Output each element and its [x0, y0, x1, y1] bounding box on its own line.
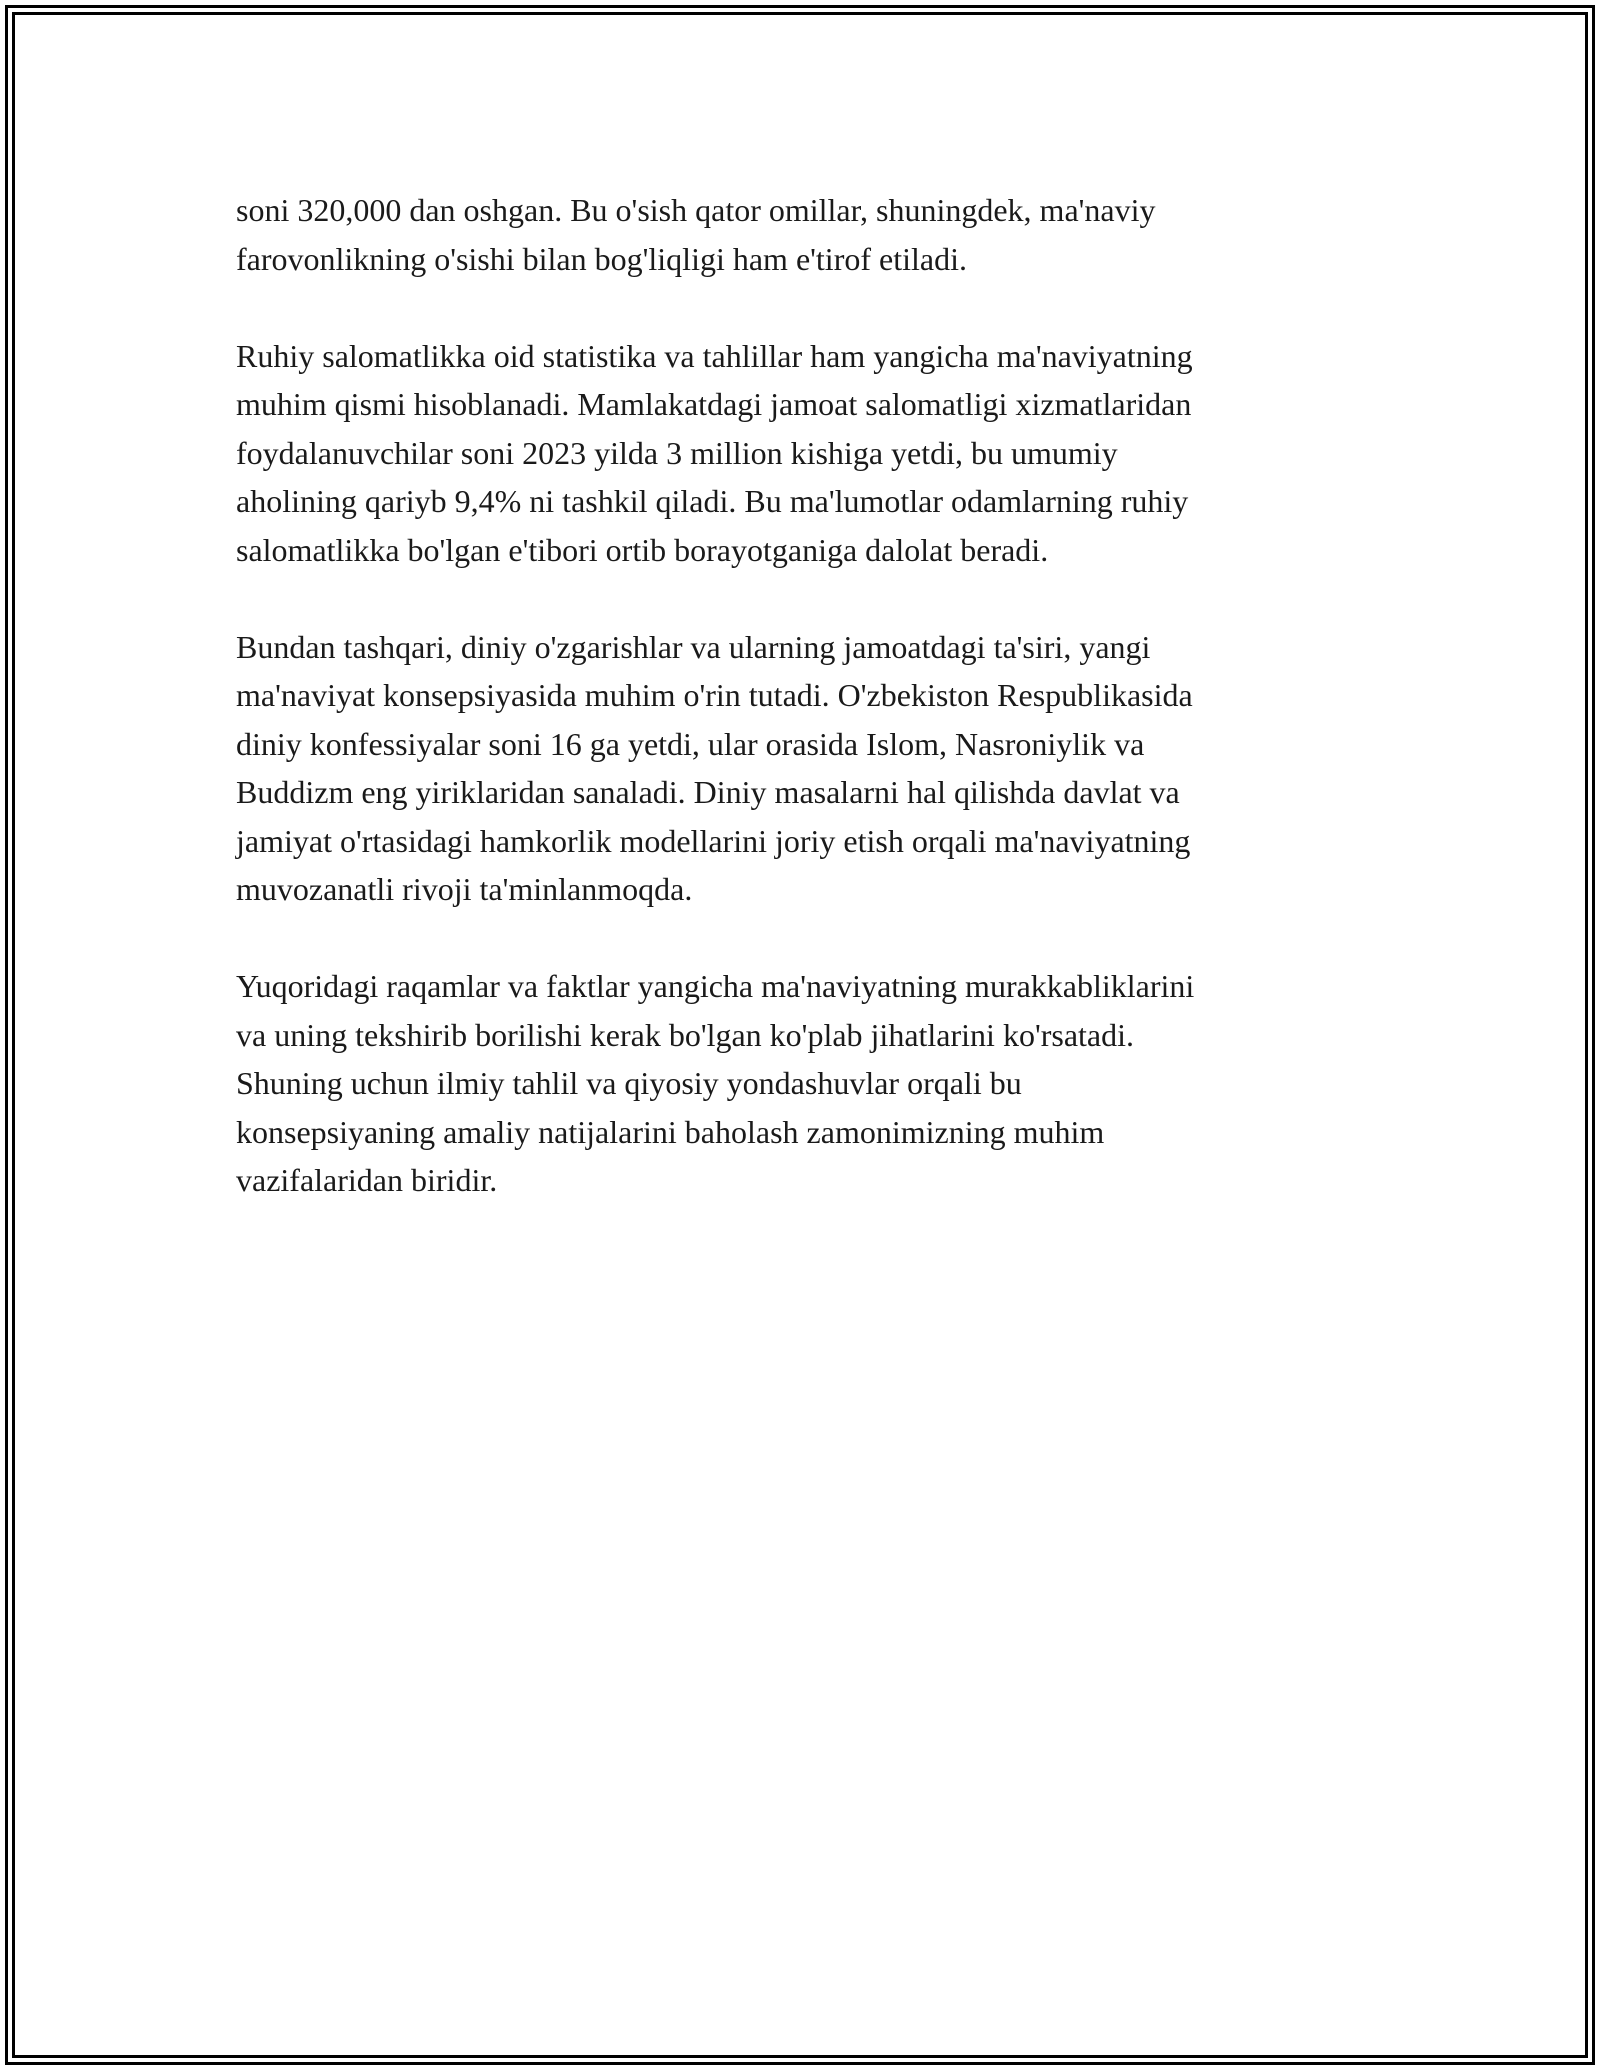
text-line: foydalanuvchilar soni 2023 yilda 3 million kishiga yetdi, bu umumiy — [236, 434, 1118, 471]
document-body — [236, 186, 1366, 1253]
text-line: konsepsiyaning amaliy natijalarini baholash zamonimizning muhim — [236, 1113, 1105, 1150]
text-line: muhim qismi hisoblanadi. Mamlakatdagi jamoat salomatligi xizmatlaridan — [236, 386, 1192, 422]
text-line: vazifalaridan biridir. — [236, 1162, 498, 1198]
paragraph-1 — [236, 186, 1366, 283]
text-line: Bundan tashqari, diniy o'zgarishlar va ularning jamoatdagi ta'siri, yangi — [236, 628, 1151, 665]
text-line: va uning tekshirib borilishi kerak bo'lgan ko'plab jihatlarini ko'rsatadi. — [236, 1016, 1134, 1053]
text-line: Ruhiy salomatlikka oid statistika va tahlillar ham yangicha ma'naviyatning — [236, 337, 1193, 374]
text-line: ma'naviyat konsepsiyasida muhim o'rin tutadi. O'zbekiston Respublikasida — [236, 677, 1193, 713]
text-line: salomatlikka bo'lgan e'tibori ortib borayotganiga dalolat beradi. — [236, 531, 1049, 568]
paragraph-2 — [236, 332, 1366, 575]
text-line: farovonlikning o'sishi bilan bog'liqligi ham e'tirof etiladi. — [236, 240, 967, 277]
text-line: muvozanatli rivoji ta'minlanmoqda. — [236, 871, 693, 907]
paragraph-3 — [236, 623, 1366, 914]
text-line: Shuning uchun ilmiy tahlil va qiyosiy yondashuvlar orqali bu — [236, 1065, 1022, 1101]
text-line: aholining qariyb 9,4% ni tashkil qiladi. Bu ma'lumotlar odamlarning ruhiy — [236, 483, 1189, 519]
text-line: soni 320,000 dan oshgan. Bu o'sish qator omillar, shuningdek, ma'naviy — [236, 192, 1156, 228]
text-line: Yuqoridagi raqamlar va faktlar yangicha ma'naviyatning murakkabliklarini — [236, 968, 1195, 1004]
text-line: jamiyat o'rtasidagi hamkorlik modellarini joriy etish orqali ma'naviyatning — [236, 822, 1191, 859]
text-line: diniy konfessiyalar soni 16 ga yetdi, ular orasida Islom, Nasroniylik va — [236, 725, 1145, 762]
paragraph-4 — [236, 962, 1366, 1205]
text-line: Buddizm eng yiriklaridan sanaladi. Diniy masalarni hal qilishda davlat va — [236, 774, 1180, 810]
